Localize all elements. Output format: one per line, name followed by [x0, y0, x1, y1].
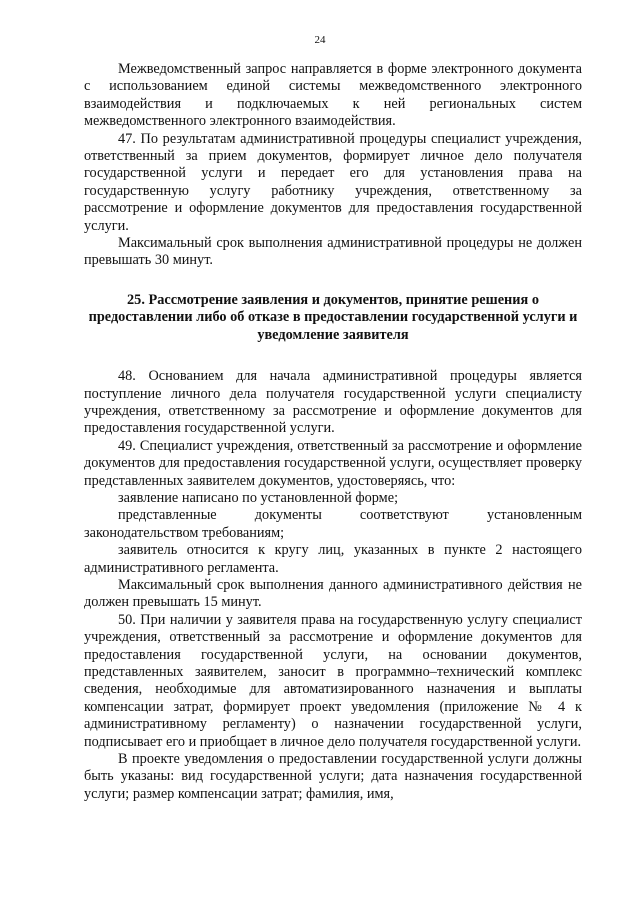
- paragraph: Максимальный срок выполнения административной процедуры не должен превышать 30 минут.: [84, 235, 582, 269]
- list-item: заявитель относится к кругу лиц, указанных в пункте 2 настоящего административного регламента.: [84, 542, 582, 576]
- paragraph: Максимальный срок выполнения данного административного действия не должен превышать 15 минут.: [84, 576, 582, 611]
- page-number: 24: [314, 34, 326, 46]
- list-item: представленные документы соответствуют установленным законодательством требованиям;: [84, 507, 582, 541]
- paragraph: 50. При наличии у заявителя права на государственную услугу специалист учреждения, ответственный за рассмотрение и оформление документов для предоставления государственной услуги, на основании документов, представленных заявителем, заносит в программно–технический комплекс сведения, необходимые для автоматизированного назначения и выплаты компенсации затрат, формирует проект уведомления (приложение № 4 к административному регламенту) о назначении государственной услуги, подписывает его и приобщает в личное дело получателя государственной услуги.: [84, 611, 582, 750]
- paragraph: В проекте уведомления о предоставлении государственной услуги должны быть указаны: вид государственной услуги; дата назначения государственной услуги; размер компенсации затрат; фамилия, имя,: [84, 751, 582, 802]
- paragraph: 48. Основанием для начала административной процедуры является поступление личного дела получателя государственной услуги специалисту учреждения, ответственному за рассмотрение и оформление документов для предоставления государственной услуги.: [84, 368, 582, 437]
- list-item: заявление написано по установленной форме;: [118, 489, 399, 506]
- section-heading: 25. Рассмотрение заявления и документов, принятие решения о предоставлении либо об отказе в предоставлении государственной услуги и уведомление заявителя: [88, 291, 578, 343]
- document-body: [84, 61, 582, 803]
- paragraph: 49. Специалист учреждения, ответственный за рассмотрение и оформление документов для предоставления государственной услуги, осуществляет проверку представленных заявителем документов, удостоверяясь, что:: [84, 437, 582, 489]
- paragraph: Межведомственный запрос направляется в форме электронного документа с использованием единой системы межведомственного электронного взаимодействия и подключаемых к ней региональных систем межведомственного электронного взаимодействия.: [84, 61, 582, 130]
- paragraph: 47. По результатам административной процедуры специалист учреждения, ответственный за прием документов, формирует личное дело получателя государственной услуги и передает его для установления права на государственную услугу работнику учреждения, ответственному за рассмотрение и оформление документов для предоставления государственной услуги.: [84, 130, 582, 234]
